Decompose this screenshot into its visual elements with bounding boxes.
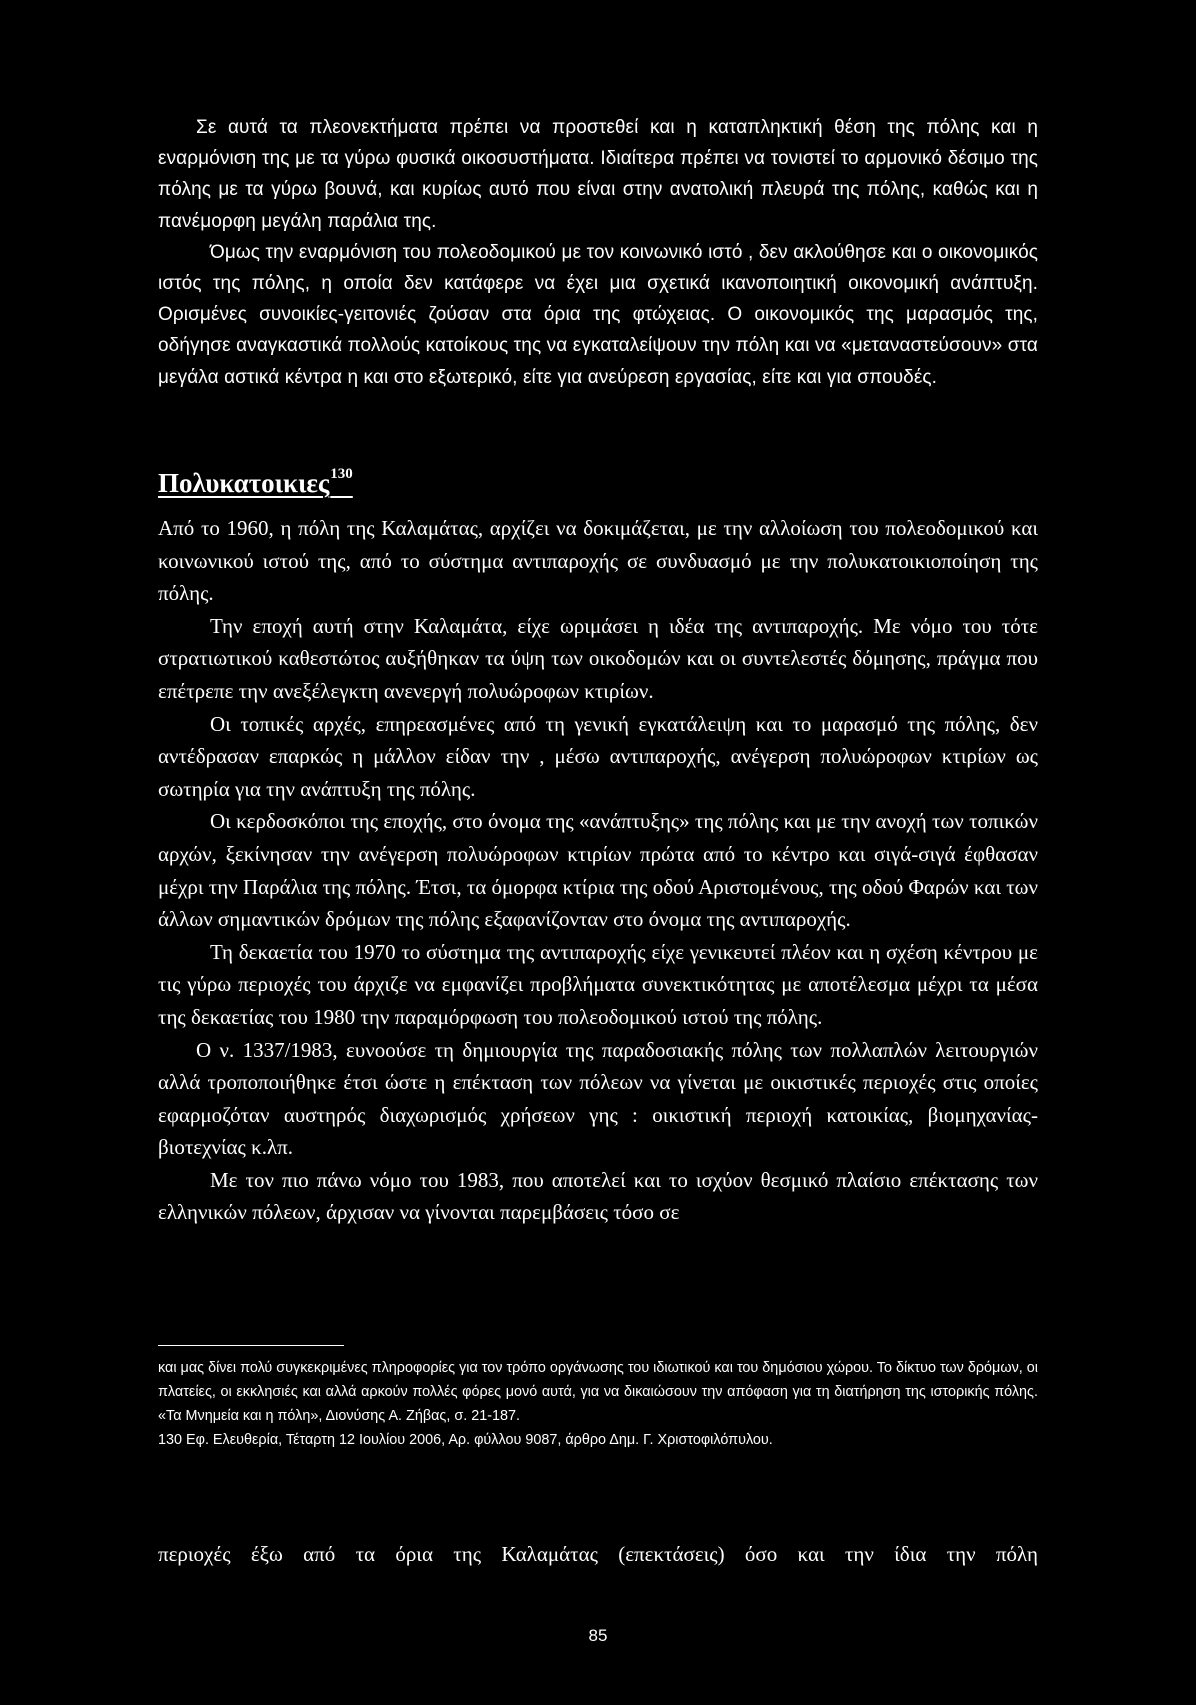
economy-paragraph: Όμως την εναρμόνιση του πολεοδομικού με τον κοινωνικό ιστό , δεν ακλούθησε και ο οικονομικός ιστός της πόλης, η οποία δεν κατάφερε να έχει μια σχετικά ικανοποιητική οικονομική ανάπτυξη. Ορισμένες συνοικίες-γειτονιές ζούσαν στα όρια της φτώχειας. Ο οικονομικός της μαρασμός της, οδήγησε αναγκαστικά πολλούς κατοίκους της να εγκαταλείψουν την πόλη και να «μεταναστεύσουν» στα μεγάλα αστικά κέντρα η και στο εξωτερικό, είτε για ανεύρεση εργασίας, είτε και για σπουδές. — [158, 241, 1038, 388]
body-paragraph-law-1337: Ο ν. 1337/1983, ευνοούσε τη δημιουργία της παραδοσιακής πόλης των πολλαπλών λειτουργιών αλλά τροποποιήθηκε έτσι ώστε η επέκταση των πόλεων να γίνεται με οικιστικές περιοχές στις οποίες εφαρμοζόταν αυστηρός διαχωρισμός χρήσεων γης : οικιστική περιοχή κατοικίας, βιομηχανίας-βιοτεχνίας κ.λπ. — [158, 1037, 1038, 1160]
intro-paragraph: Σε αυτά τα πλεονεκτήματα πρέπει να προστεθεί και η καταπληκτική θέση της πόλης και η εναρμόνιση της με τα γύρω φυσικά οικοσυστήματα. Ιδιαίτερα πρέπει να τονιστεί το αρμονικό δέσιμο της πόλης με τα γύρω βουνά, και κυρίως αυτό που είναι στην ανατολική πλευρά της πόλης, καθώς και η πανέμορφη μεγάλη παράλια της. — [158, 117, 1038, 232]
section-title: Πολυκατοικιες — [158, 468, 330, 498]
section-heading — [158, 466, 353, 499]
footnote-reference: 130 — [330, 466, 353, 482]
continuation-line: περιοχές έξω από τα όρια της Καλαμάτας (επεκτάσεις) όσο και την ίδια την πόλη — [158, 1542, 1038, 1566]
main-body — [158, 512, 1038, 1229]
footnote-130: 130 Εφ. Ελευθερία, Τέταρτη 12 Ιουλίου 2006, Αρ. φύλλου 9087, άρθρο Δημ. Γ. Χριστοφιλόπυλου. — [158, 1432, 773, 1448]
page-number: 85 — [588, 1626, 608, 1645]
body-paragraph-law-1983: Με τον πιο πάνω νόμο του 1983, που αποτελεί και το ισχύον θεσμικό πλαίσιο επέκτασης των ελληνικών πόλεων, άρχισαν να γίνονται παρεμβάσεις τόσο σε — [158, 1167, 1038, 1225]
body-paragraph-authorities: Οι τοπικές αρχές, επηρεασμένες από τη γενική εγκατάλειψη και το μαρασμό της πόλης, δεν αντέδρασαν επαρκώς η μάλλον είδαν την , μέσω αντιπαροχής, ανέγερση πολυώροφων κτιρίων ως σωτηρία για την ανάπτυξη της πόλης. — [158, 711, 1038, 801]
body-paragraph-1970: Τη δεκαετία του 1970 το σύστημα της αντιπαροχής είχε γενικευτεί πλέον και η σχέση κέντρου με τις γύρω περιοχές του άρχιζε να εμφανίζει προβλήματα συνεκτικότητας με αποτέλεσμα μέχρι τα μέσα της δεκαετίας του 1980 την παραμόρφωση του πολεοδομικού ιστού της πόλης. — [158, 939, 1038, 1029]
footnote-divider — [158, 1345, 344, 1346]
footnote-continued: και μας δίνει πολύ συγκεκριμένες πληροφορίες για τον τρόπο οργάνωσης του ιδιωτικού και του δημόσιου χώρου. Το δίκτυο των δρόμων, οι πλατείες, οι εκκλησιές και αλλά αρκούν πολλές φόρες μονό αυτά, για να δικαιώσουν την απόφαση για τη διατήρηση της ιστορικής πόλης. «Τα Μνημεία και η πόλη», Διονύσης Α. Ζήβας, σ. 21-187. — [158, 1360, 1038, 1424]
body-paragraph-era: Την εποχή αυτή στην Καλαμάτα, είχε ωριμάσει η ιδέα της αντιπαροχής. Με νόμο του τότε στρατιωτικού καθεστώτος αυξήθηκαν τα ύψη των οικοδομών και οι συντελεστές δόμησης, πράγμα που επέτρεπε την ανεξέλεγκτη ανενεργή πολυώροφων κτιρίων. — [158, 613, 1038, 703]
intro-section — [158, 112, 1038, 393]
body-paragraph-1960: Από το 1960, η πόλη της Καλαμάτας, αρχίζει να δοκιμάζεται, με την αλλοίωση του πολεοδομικού και κοινωνικού ιστού της, από το σύστημα αντιπαροχής σε συνδυασμό με την πολυκατοικιοποίηση της πόλης. — [158, 516, 1038, 606]
body-paragraph-speculators: Οι κερδοσκόποι της εποχής, στο όνομα της «ανάπτυξης» της πόλης και με την ανοχή των τοπικών αρχών, ξεκίνησαν την ανέγερση πολυώροφων κτιρίων πρώτα από το κέντρο και σιγά-σιγά έφθασαν μέχρι την Παράλια της πόλης. Έτσι, τα όμορφα κτίρια της οδού Αριστομένους, της οδού Φαρών και των άλλων σημαντικών δρόμων της πόλης εξαφανίζονταν στο όνομα της αντιπαροχής. — [158, 809, 1038, 932]
footnotes — [158, 1356, 1038, 1452]
